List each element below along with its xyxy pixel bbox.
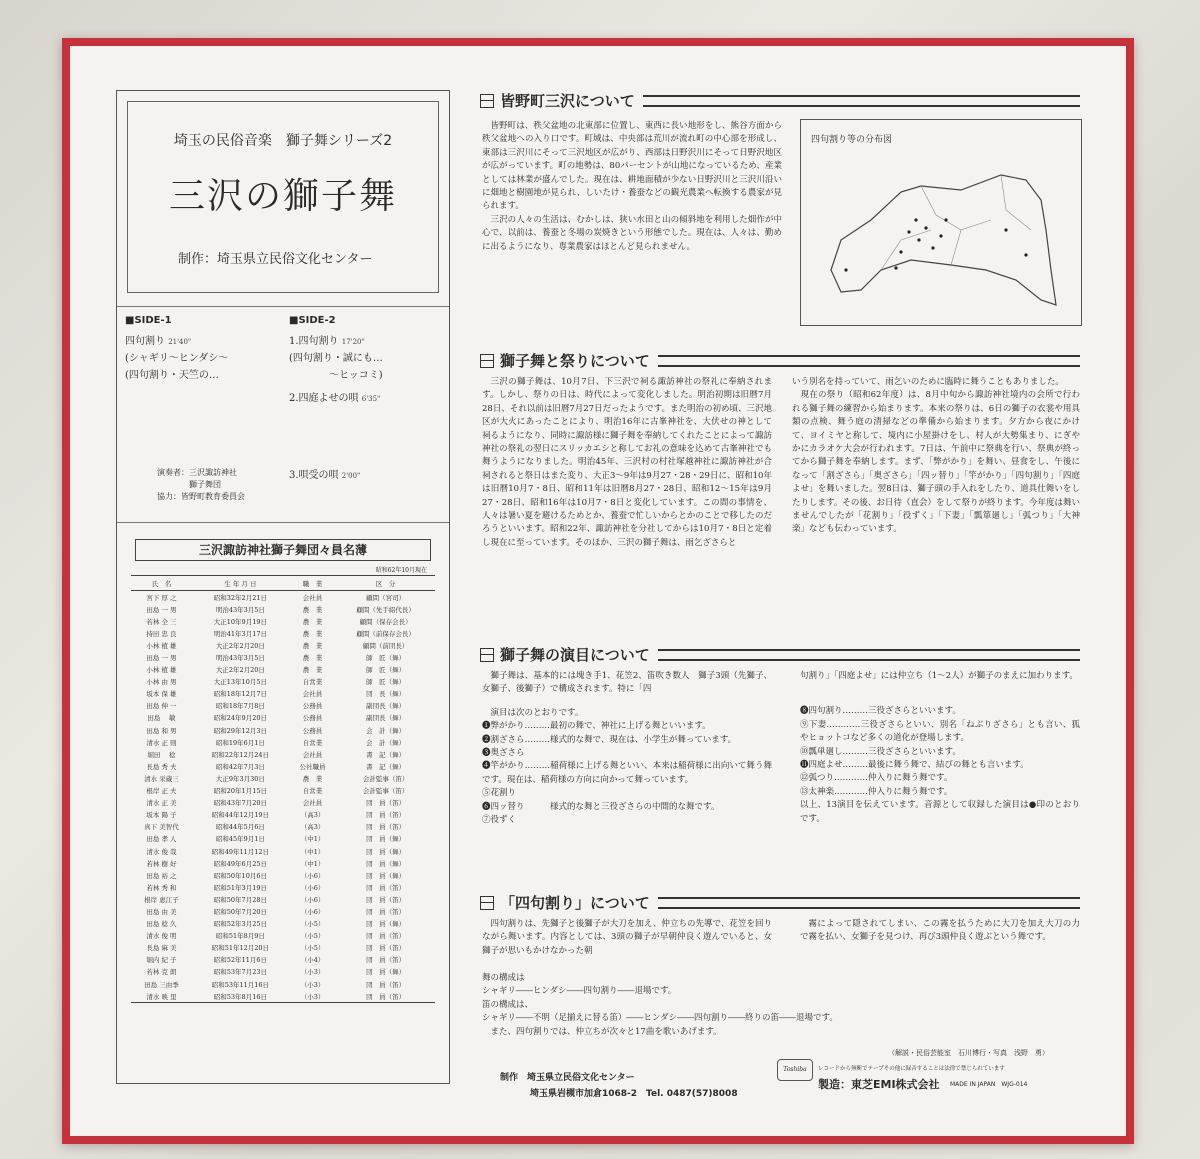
section-heading-shikuwari: 「四句割り」について — [480, 892, 1080, 913]
table-cell: 団 員（笛） — [366, 932, 406, 941]
table-cell: 団 員（笛） — [366, 907, 406, 916]
table-cell: （小6） — [300, 895, 325, 904]
table-cell: 宮下 厚 之 — [146, 593, 177, 602]
list-item: ⑤花割り — [482, 788, 517, 799]
table-row — [131, 651, 435, 663]
table-cell: 根岸 正 夫 — [146, 787, 177, 796]
table-cell: 農 業 — [302, 774, 323, 783]
table-cell: （小6） — [300, 871, 325, 880]
table-cell: （小6） — [300, 907, 325, 916]
table-cell: 団 員（舞） — [366, 847, 406, 856]
table-cell: 農 業 — [302, 629, 323, 638]
producer-label: 制作：埼玉県立民俗文化センター — [178, 252, 373, 267]
section-heading-program: 獅子舞の演目について — [480, 644, 1080, 665]
table-row — [131, 978, 435, 990]
heading-box-icon — [480, 648, 494, 662]
table-cell: 昭和22年12月24日 — [211, 750, 270, 759]
table-cell: 田島 一 男 — [146, 605, 177, 614]
table-cell: 昭和18年12月7日 — [213, 690, 267, 699]
table-row — [131, 603, 435, 615]
table-cell: 長島 秀 夫 — [146, 762, 177, 771]
table-row — [131, 905, 435, 917]
table-cell: 清水 正 美 — [146, 799, 177, 808]
table-row — [131, 785, 435, 797]
table-cell: 昭和43年7月20日 — [213, 799, 267, 808]
copy-notice: レコードから無断でテープその他に録音することは法律で禁じられています — [818, 1066, 1005, 1072]
table-cell: 団 員（笛） — [366, 811, 406, 820]
table-row — [131, 639, 435, 651]
title-box — [127, 101, 439, 293]
table-cell: 会計監事（笛） — [362, 774, 409, 783]
table-cell: 大正9年3月30日 — [215, 774, 265, 783]
table-cell: 師 匠（舞） — [366, 666, 406, 675]
program-list-left — [482, 720, 772, 827]
table-cell: 会 計（舞） — [366, 726, 406, 735]
roster-header: 職 業 — [289, 576, 336, 591]
table-cell: 昭和52年11月6日 — [213, 956, 267, 965]
table-cell: 昭和50年7月20日 — [213, 907, 267, 916]
table-cell: 農 業 — [302, 654, 323, 663]
table-cell: 団 員（舞） — [366, 835, 406, 844]
heading-box-icon — [480, 896, 494, 910]
paragraph: 三沢の人々の生活は、むかしは、狭い水田と山の傾斜地を利用した畑作が中心で、以前は、養蚕と冬場の炭焼きという形態でした。現在は、人々は、勤めに出るようになり、専業農家はほとんど見られません。 — [482, 214, 782, 252]
table-cell: 清水 俊 明 — [146, 932, 177, 941]
table-cell: 昭和53年8月16日 — [192, 990, 289, 1003]
table-cell: 昭和19年6月1日 — [215, 738, 265, 747]
section-body-minano — [482, 120, 782, 254]
table-cell: 団 員（笛） — [336, 990, 435, 1003]
table-cell: 清水 俊 哉 — [146, 847, 177, 856]
table-cell: （小3） — [300, 968, 325, 977]
list-item: ⑩瓢単廻し………三役ざさらといいます。 — [800, 746, 961, 757]
table-cell: 自営業 — [302, 787, 323, 796]
side-1 — [125, 315, 285, 383]
credit-line: 演奏者：三沢諏訪神社 — [157, 468, 237, 477]
table-row — [131, 591, 435, 604]
table-row — [131, 942, 435, 954]
paragraph: 獅子舞は、基本的には塊き手1、花笠2、笛吹き数人 獅子3頭（先獅子、女獅子、後獅子）で構成されます。特に「四 — [482, 671, 772, 695]
paragraph: シャギリ――ヒンダシ――四句割り――退場です。 — [482, 986, 677, 997]
table-cell: 若林 樹 好 — [146, 859, 177, 868]
table-cell: 公務員 — [302, 726, 323, 735]
roster-title: 三沢諏訪神社獅子舞団々員名薄 — [135, 539, 431, 561]
table-cell: 若林 克 朗 — [146, 968, 177, 977]
table-cell: 団 長（舞） — [366, 690, 406, 699]
table-row — [131, 736, 435, 748]
track-list — [117, 306, 449, 523]
table-row — [131, 700, 435, 712]
table-cell: 真下 美智代 — [144, 823, 179, 832]
table-row — [131, 930, 435, 942]
table-row — [131, 772, 435, 784]
table-cell: （中1） — [300, 835, 325, 844]
table-cell: 堀田 稔 — [147, 750, 176, 759]
table-cell: 昭和49年11月12日 — [211, 847, 270, 856]
table-row — [131, 712, 435, 724]
table-cell: （小3） — [289, 990, 336, 1003]
table-row — [131, 627, 435, 639]
table-cell: 清水 正 則 — [146, 738, 177, 747]
table-cell: 田島 由 美 — [146, 907, 177, 916]
list-item: 以上、13演目を伝えています。音源として収録した演目は●印のとおりです。 — [800, 800, 1080, 824]
credit-line: 獅子舞団 — [157, 480, 221, 489]
roster-table — [131, 575, 435, 1003]
table-row — [131, 821, 435, 833]
table-cell: 堀内 紀 子 — [146, 956, 177, 965]
table-cell: 会社員 — [302, 799, 323, 808]
table-cell: 団 員（笛） — [366, 980, 406, 989]
table-cell: 団 員（舞） — [366, 871, 406, 880]
table-cell: 師 匠（舞） — [366, 654, 406, 663]
table-row — [131, 990, 435, 1003]
map-label: 四句割り等の分布図 — [811, 135, 893, 145]
paragraph: シャギリ――不明（足揃えに替る笛）――ヒンダシ――四句割り――終りの笛――退場です。 — [482, 1013, 838, 1024]
track-line: 2.四庭よせの唄 6'35" — [289, 393, 381, 404]
table-cell: 公務員 — [302, 702, 323, 711]
list-item: ⑨下妻…………三役ざさらといい、別名「ねぶりざさら」とも言い、狐やヒョットコなど多くの道化が登場します。 — [800, 719, 1080, 744]
table-cell: 昭和42年7月3日 — [215, 762, 265, 771]
table-cell: 副団長（舞） — [366, 714, 406, 723]
table-cell: 団 員（笛） — [366, 799, 406, 808]
table-cell: 小林 植 雄 — [146, 666, 177, 675]
table-row — [131, 809, 435, 821]
made-by: 制作 埼玉県立民俗文化センター — [500, 1073, 635, 1083]
liner-sheet — [70, 46, 1126, 1136]
table-cell: 坂本 保 雄 — [146, 690, 177, 699]
table-cell: 田島 敏 — [147, 714, 176, 723]
section-body-festival-right — [792, 376, 1080, 537]
table-cell: 顧問（前団長） — [362, 641, 409, 650]
table-cell: 昭和53年7月23日 — [213, 968, 267, 977]
table-cell: 田島 一 男 — [146, 654, 177, 663]
table-cell: 団 員（笛） — [366, 944, 406, 953]
table-cell: 顧問（宮司） — [366, 593, 406, 602]
roster-header: 氏 名 — [131, 576, 192, 591]
table-row — [131, 869, 435, 881]
table-cell: （小3） — [300, 980, 325, 989]
table-cell: 田島 伸 一 — [146, 702, 177, 711]
table-cell: 農 業 — [302, 617, 323, 626]
series-label: 埼玉の民俗音楽 獅子舞シリーズ2 — [173, 133, 393, 149]
list-item: ❸奥ざさら — [482, 748, 525, 759]
table-cell: 昭和53年11月16日 — [211, 980, 270, 989]
table-row — [131, 833, 435, 845]
table-cell: 小林 植 雄 — [146, 641, 177, 650]
table-cell: （小5） — [300, 920, 325, 929]
table-cell: 会社員 — [302, 750, 323, 759]
table-cell: 団 員（笛） — [366, 883, 406, 892]
paragraph: また、四句割りでは、仲立ちが次々と17曲を歌いあげます。 — [490, 1026, 722, 1037]
side-1-label: ■SIDE-1 — [125, 315, 172, 326]
table-cell: （小4） — [300, 956, 325, 965]
list-item: ❽四句割り………三役ざさらといいます。 — [800, 706, 961, 717]
section-heading-minano: 皆野町三沢について — [480, 90, 1080, 111]
table-cell: 田島 稔 久 — [146, 920, 177, 929]
table-row — [131, 748, 435, 760]
section-body-program-left — [482, 670, 772, 827]
table-cell: （高3） — [300, 823, 325, 832]
list-item: ⑬太神楽…………仲入りに舞う舞です。 — [800, 786, 953, 797]
table-row — [131, 857, 435, 869]
table-cell: 団 員（舞） — [366, 968, 406, 977]
table-cell: 副団長（舞） — [366, 702, 406, 711]
paragraph: 笛の構成は、 — [482, 999, 534, 1010]
table-row — [131, 664, 435, 676]
table-cell: 昭和44年12月19日 — [211, 811, 270, 820]
table-cell: 顧問（先手紹代長） — [356, 605, 415, 614]
table-cell: 団 員（笛） — [366, 956, 406, 965]
table-cell: 会社員 — [302, 593, 323, 602]
table-cell: 昭和51年12月20日 — [211, 944, 270, 953]
distribution-map — [800, 119, 1082, 326]
table-cell: 昭和29年12月3日 — [213, 726, 267, 735]
table-cell: 昭和49年6月25日 — [213, 859, 267, 868]
table-cell: 公社職員 — [299, 762, 326, 771]
paragraph: 舞の構成は — [482, 973, 525, 983]
list-item: ⑫弧つり…………仲入りに舞う舞です。 — [800, 773, 953, 784]
table-row — [131, 724, 435, 736]
table-cell: 昭和51年8月9日 — [215, 932, 265, 941]
track-line: 3.唄受の唄 2'00" — [289, 470, 361, 481]
paragraph: 現在の祭り（昭和62年度）は、8月中旬から諏訪神社境内の会所で行われる獅子舞の練習から始まります。本来の祭りは、6日の獅子の衣裳や用具類の点検、舞う庭の清掃などの準備から始まります。夕方から夜にかけて、ヨイミヤと称して、境内に小屋掛けをし、村人が大勢集まり、にぎやかにカラオケ大会が行われます。7日は、午前中に祭典を行い、祭典が終ってから獅子舞を奉納します。まず、「弊がかり」を舞い、昼食をし、午後になって「割ざさら」「奥ざさら」「四ッ替り」「竿がかり」「四句割り」「四庭よせ」を舞いました。翌8日は、獅子頭の手入れをしたり、道具仕舞いをしたりします。その後、お日待（直会）をして祭りが終ります。今年度は舞いませんでしたが「花割り」「役ずく」「下妻」「瓢箪廻し」「弧つり」「大神楽」なども伝わっています。 — [792, 390, 1080, 535]
paragraph: いう別名を持っていて、雨乞いのために臨時に舞うこともありました。 — [792, 377, 1064, 387]
list-item: ⓫四庭よせ………最後に舞う舞で、結びの舞とも言います。 — [800, 760, 1029, 771]
list-item: ❷割ざさら………様式的な舞で、現在は、小学生が舞っています。 — [482, 734, 737, 745]
record-jacket — [62, 38, 1134, 1144]
table-cell: 長島 麻 美 — [146, 944, 177, 953]
table-cell: 明治41年3月17日 — [213, 629, 267, 638]
track-line: 四句割り 21'40" — [125, 336, 192, 347]
paragraph: 皆野町は、秩父盆地の北東部に位置し、東西に長い地形をし、熊谷方面から秩父盆地への入り口です。町域は、中央部は荒川が流れ町の中心部を形成し、東部は三沢川にそって三沢地区が広がり、西部は日野沢川にそって日野沢地区が広がっています。町の地勢は、80パーセントが山地になっているため、産業としては林業が盛んでした。現在は、耕地面積が少ない日野沢川と三沢川沿いに畑地と樹園地が見られ、しいたけ・養蚕などの観光農業へ転換する農家が見られます。 — [482, 121, 782, 212]
table-row — [131, 676, 435, 688]
track-line: 1.四句割り 17'20" — [289, 336, 365, 347]
table-cell: 会社員 — [302, 690, 323, 699]
table-row — [131, 893, 435, 905]
section-body-festival-left — [482, 376, 772, 550]
heading-box-icon — [480, 354, 494, 368]
table-cell: 書 記（舞） — [366, 750, 406, 759]
table-cell: 昭和20年1月15日 — [213, 787, 267, 796]
table-cell: 明治43年3月5日 — [215, 605, 265, 614]
table-cell: 若林 全 三 — [146, 617, 177, 626]
table-row — [131, 688, 435, 700]
table-cell: （小5） — [300, 932, 325, 941]
roster-body — [131, 591, 435, 1003]
table-row — [131, 760, 435, 772]
table-cell: 昭和45年9月1日 — [215, 835, 265, 844]
section-body-shikuwari-left — [482, 918, 772, 958]
table-row — [131, 966, 435, 978]
track-line: (シャギリ～ヒンダシ～ — [125, 353, 229, 364]
table-cell: （小6） — [300, 883, 325, 892]
roster-header-row — [131, 576, 435, 591]
table-cell: 大正2年2月20日 — [215, 641, 265, 650]
table-cell: 清水 映 里 — [131, 990, 192, 1003]
side-2 — [289, 315, 449, 483]
section-body-program-right — [800, 670, 1080, 826]
table-cell: （中1） — [300, 859, 325, 868]
paragraph: 三沢の獅子舞は、10月7日、下三沢で祠る諏訪神社の祭礼に奉納されます。しかし、祭りの日は、時代によって変化しました。明治初期は旧暦7月28日、それ以前は旧暦7月27日だったようです。また明治の初め頃、三沢地区が大火にあったことにより、明治16年に古峯神社を、大伏せの神として祠るようになり、同時に諏訪様に獅子舞を奉納してくれたことによって諏訪神社の祭礼の翌日にスリッカエシと称してお礼の意味を込めて古峯神社でも舞うようになりました。明治45年、三沢村の村社塚越神社に諏訪神社が合祠されると祭日はまた変り、大正3～9年は9月27・28・29日に、昭和10年は旧暦10月7・8日、昭和11年は旧暦8月27・28日、昭和12～15年は9月27・28日、昭和16年は10月7・8日と変化しています。この間の事情を、人々は暑い夏を避けるためとか、養蚕で忙しいからとかのことで移したのだろうといいます。昭和22年、諏訪神社を分社してからは10月7・8日と定着し現在に至っています。そのほか、三沢の獅子舞は、雨乞ざさらと — [482, 377, 772, 548]
table-cell: 持田 忠 良 — [146, 629, 177, 638]
table-cell: 団 員（舞） — [366, 859, 406, 868]
section-heading-festival: 獅子舞と祭りについて — [480, 350, 1080, 371]
saitama-map-icon — [801, 120, 1081, 325]
table-cell: 坂本 陽 子 — [146, 811, 177, 820]
heading-box-icon — [480, 94, 494, 108]
table-cell: 公務員 — [302, 714, 323, 723]
list-item: ❶弊がかり………最初の舞で、神社に上げる舞といいます。 — [482, 721, 711, 732]
table-cell: 師 匠（舞） — [366, 678, 406, 687]
table-cell: （小5） — [300, 944, 325, 953]
table-row — [131, 918, 435, 930]
table-cell: 若林 秀 和 — [146, 883, 177, 892]
paragraph: 演目は次のとおりです。 — [490, 707, 584, 718]
table-cell: 田島 和 男 — [146, 726, 177, 735]
table-cell: 田島 三由季 — [144, 980, 179, 989]
table-cell: 根岸 恵江子 — [144, 895, 179, 904]
table-cell: 昭和52年3月25日 — [213, 920, 267, 929]
table-cell: 昭和51年3月19日 — [213, 883, 267, 892]
table-cell: 小林 由 男 — [146, 678, 177, 687]
catalog-number: MADE IN JAPAN WJG-014 — [950, 1081, 1028, 1088]
table-cell: 農 業 — [302, 666, 323, 675]
table-cell: 昭和50年10月6日 — [213, 871, 267, 880]
paragraph: 霧によって隠されてしまい、この霧を払うために大刀を加え大刀の力で霧を払い、女獅子を見つけ、再び3頭仲良く遊ぶという舞です。 — [800, 919, 1080, 943]
list-item: ⑦役ずく — [482, 815, 517, 826]
table-cell: 自営業 — [302, 678, 323, 687]
track-line: ～ヒッコミ) — [289, 370, 383, 381]
album-title: 三沢の獅子舞 — [168, 176, 397, 217]
table-cell: 清水 栄蔵三 — [144, 774, 179, 783]
table-cell: 明治43年3月5日 — [215, 654, 265, 663]
table-row — [131, 881, 435, 893]
table-cell: （中1） — [300, 847, 325, 856]
table-cell: 昭和50年7月28日 — [213, 895, 267, 904]
table-row — [131, 615, 435, 627]
paragraph: 四句割りは、先獅子と後獅子が大刀を加え、仲立ちの先導で、花笠を回りながら舞います。内容としては、3頭の獅子が早朝仲良く遊んでいると、女獅子が思いもかけなかった朝 — [482, 919, 772, 956]
table-cell: 書 記（舞） — [366, 762, 406, 771]
table-cell: 農 業 — [302, 605, 323, 614]
table-cell: （高3） — [300, 811, 325, 820]
section-body-shikuwari-right — [800, 918, 1080, 945]
table-row — [131, 797, 435, 809]
table-cell: 農 業 — [302, 641, 323, 650]
table-cell: 顧問（前保存会長） — [356, 629, 415, 638]
table-row — [131, 954, 435, 966]
table-cell: 昭和24年9月20日 — [213, 714, 267, 723]
track-line: (四句割り・誠にも… — [289, 353, 383, 364]
table-cell: 団 員（舞） — [366, 920, 406, 929]
table-row — [131, 845, 435, 857]
toshiba-logo: Toshiba — [777, 1059, 813, 1081]
table-cell: 昭和32年2月21日 — [213, 593, 267, 602]
table-cell: 大正10年9月19日 — [213, 617, 267, 626]
list-item: ❹竿がかり………稲荷様に上げる舞といい、本来は稲荷様に出向いて舞う舞です。現在は、稲荷様の方向に向かって舞っています。 — [482, 761, 772, 785]
side-2-label: ■SIDE-2 — [289, 315, 336, 326]
section-body-shikuwari-structure — [482, 972, 1082, 1039]
list-item: ❻四ッ替り 様式的な舞と三役ざさらの中間的な舞です。 — [482, 801, 720, 812]
manufacturer: 製造：東芝EMI株式会社 — [818, 1078, 940, 1091]
table-cell: 顧問（保存会長） — [359, 617, 412, 626]
address: 埼玉県岩槻市加倉1068-2 Tel. 0487(57)8008 — [530, 1089, 738, 1099]
roster-header: 生 年 月 日 — [192, 576, 289, 591]
performer-credits — [157, 467, 245, 503]
table-cell: 会 計（舞） — [366, 738, 406, 747]
roster-date-note: 昭和62年10月現在 — [375, 567, 427, 574]
credit-line: 協力：皆野町教育委員会 — [157, 492, 245, 501]
paragraph: 句割り」「四庭よせ」には仲立ち（1～2人）が獅子のまえに加わります。 — [800, 671, 1078, 681]
table-cell: 田島 裕 之 — [146, 871, 177, 880]
table-cell: 団 員（笛） — [366, 823, 406, 832]
table-cell: 田島 孝 人 — [146, 835, 177, 844]
roster-header: 区 分 — [336, 576, 435, 591]
table-cell: 大正2年2月20日 — [215, 666, 265, 675]
table-cell: 昭和44年5月6日 — [215, 823, 265, 832]
track-line: (四句割り・天竺の… — [125, 370, 219, 381]
table-cell: 昭和18年7月8日 — [215, 702, 265, 711]
commentary-credit: （解説・民俗芸能室 石川博行・写真 浅野 勇） — [888, 1049, 1049, 1057]
program-list-right — [800, 705, 1080, 826]
table-cell: 会計監事（笛） — [362, 787, 409, 796]
table-cell: 団 員（笛） — [366, 895, 406, 904]
table-cell: 大正13年10月5日 — [213, 678, 267, 687]
left-column — [116, 90, 450, 1084]
table-cell: 自営業 — [302, 738, 323, 747]
